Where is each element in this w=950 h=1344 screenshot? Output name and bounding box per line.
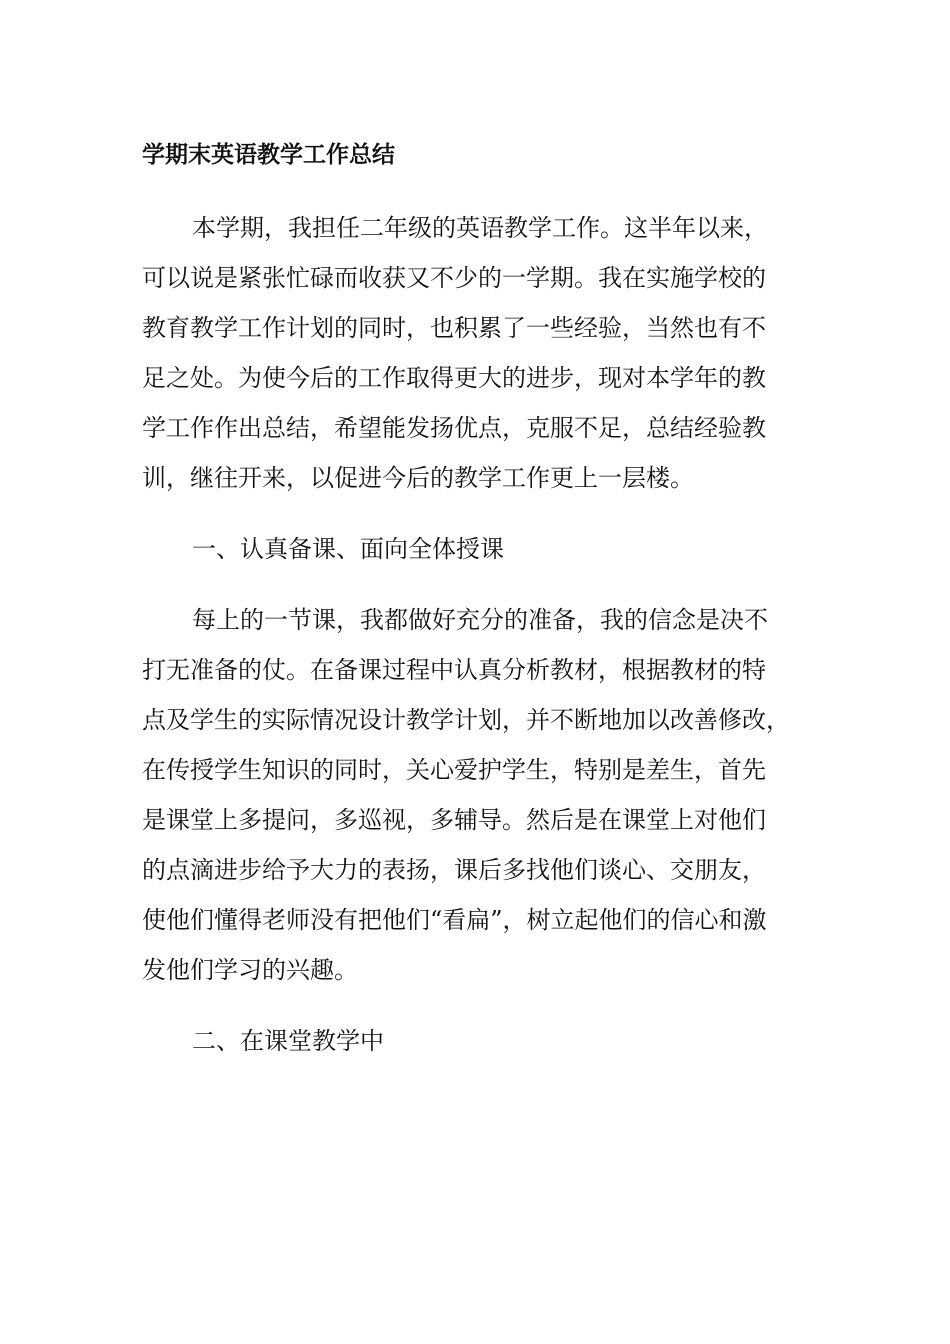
paragraph-line: 学工作作出总结，希望能发扬优点，克服不足，总结经验教 (142, 414, 766, 442)
paragraph-intro (142, 203, 812, 503)
paragraph-line: 发他们学习的兴趣。 (142, 956, 358, 984)
paragraph-line: 点及学生的实际情况设计教学计划，并不断地加以改善修改， (142, 706, 790, 734)
paragraph-line: 每上的一节课，我都做好充分的准备，我的信念是决不 (192, 606, 768, 634)
paragraph-line: 可以说是紧张忙碌而收获又不少的一学期。我在实施学校的 (142, 264, 766, 292)
paragraph-line: 的点滴进步给予大力的表扬，课后多找他们谈心、交朋友， (142, 856, 766, 884)
paragraph-lesson-prep (142, 595, 812, 995)
paragraph-line: 教育教学工作计划的同时，也积累了一些经验，当然也有不 (142, 314, 766, 342)
paragraph-line: 是课堂上多提问，多巡视，多辅导。然后是在课堂上对他们 (142, 806, 766, 834)
document-title: 学期末英语教学工作总结 (142, 142, 395, 168)
section-heading-2 (142, 1016, 812, 1066)
section-heading-text: 一、认真备课、面向全体授课 (192, 535, 504, 563)
paragraph-line: 训，继往开来，以促进今后的教学工作更上一层楼。 (142, 464, 694, 492)
section-heading-text: 二、在课堂教学中 (192, 1027, 384, 1055)
paragraph-line: 使他们懂得老师没有把他们“看扁”，树立起他们的信心和激 (142, 906, 767, 934)
paragraph-line: 本学期，我担任二年级的英语教学工作。这半年以来， (192, 214, 768, 242)
section-heading-1 (142, 524, 812, 574)
paragraph-line: 在传授学生知识的同时，关心爱护学生，特别是差生，首先 (142, 756, 766, 784)
paragraph-line: 打无准备的仗。在备课过程中认真分析教材，根据教材的特 (142, 656, 766, 684)
paragraph-line: 足之处。为使今后的工作取得更大的进步，现对本学年的教 (142, 364, 766, 392)
